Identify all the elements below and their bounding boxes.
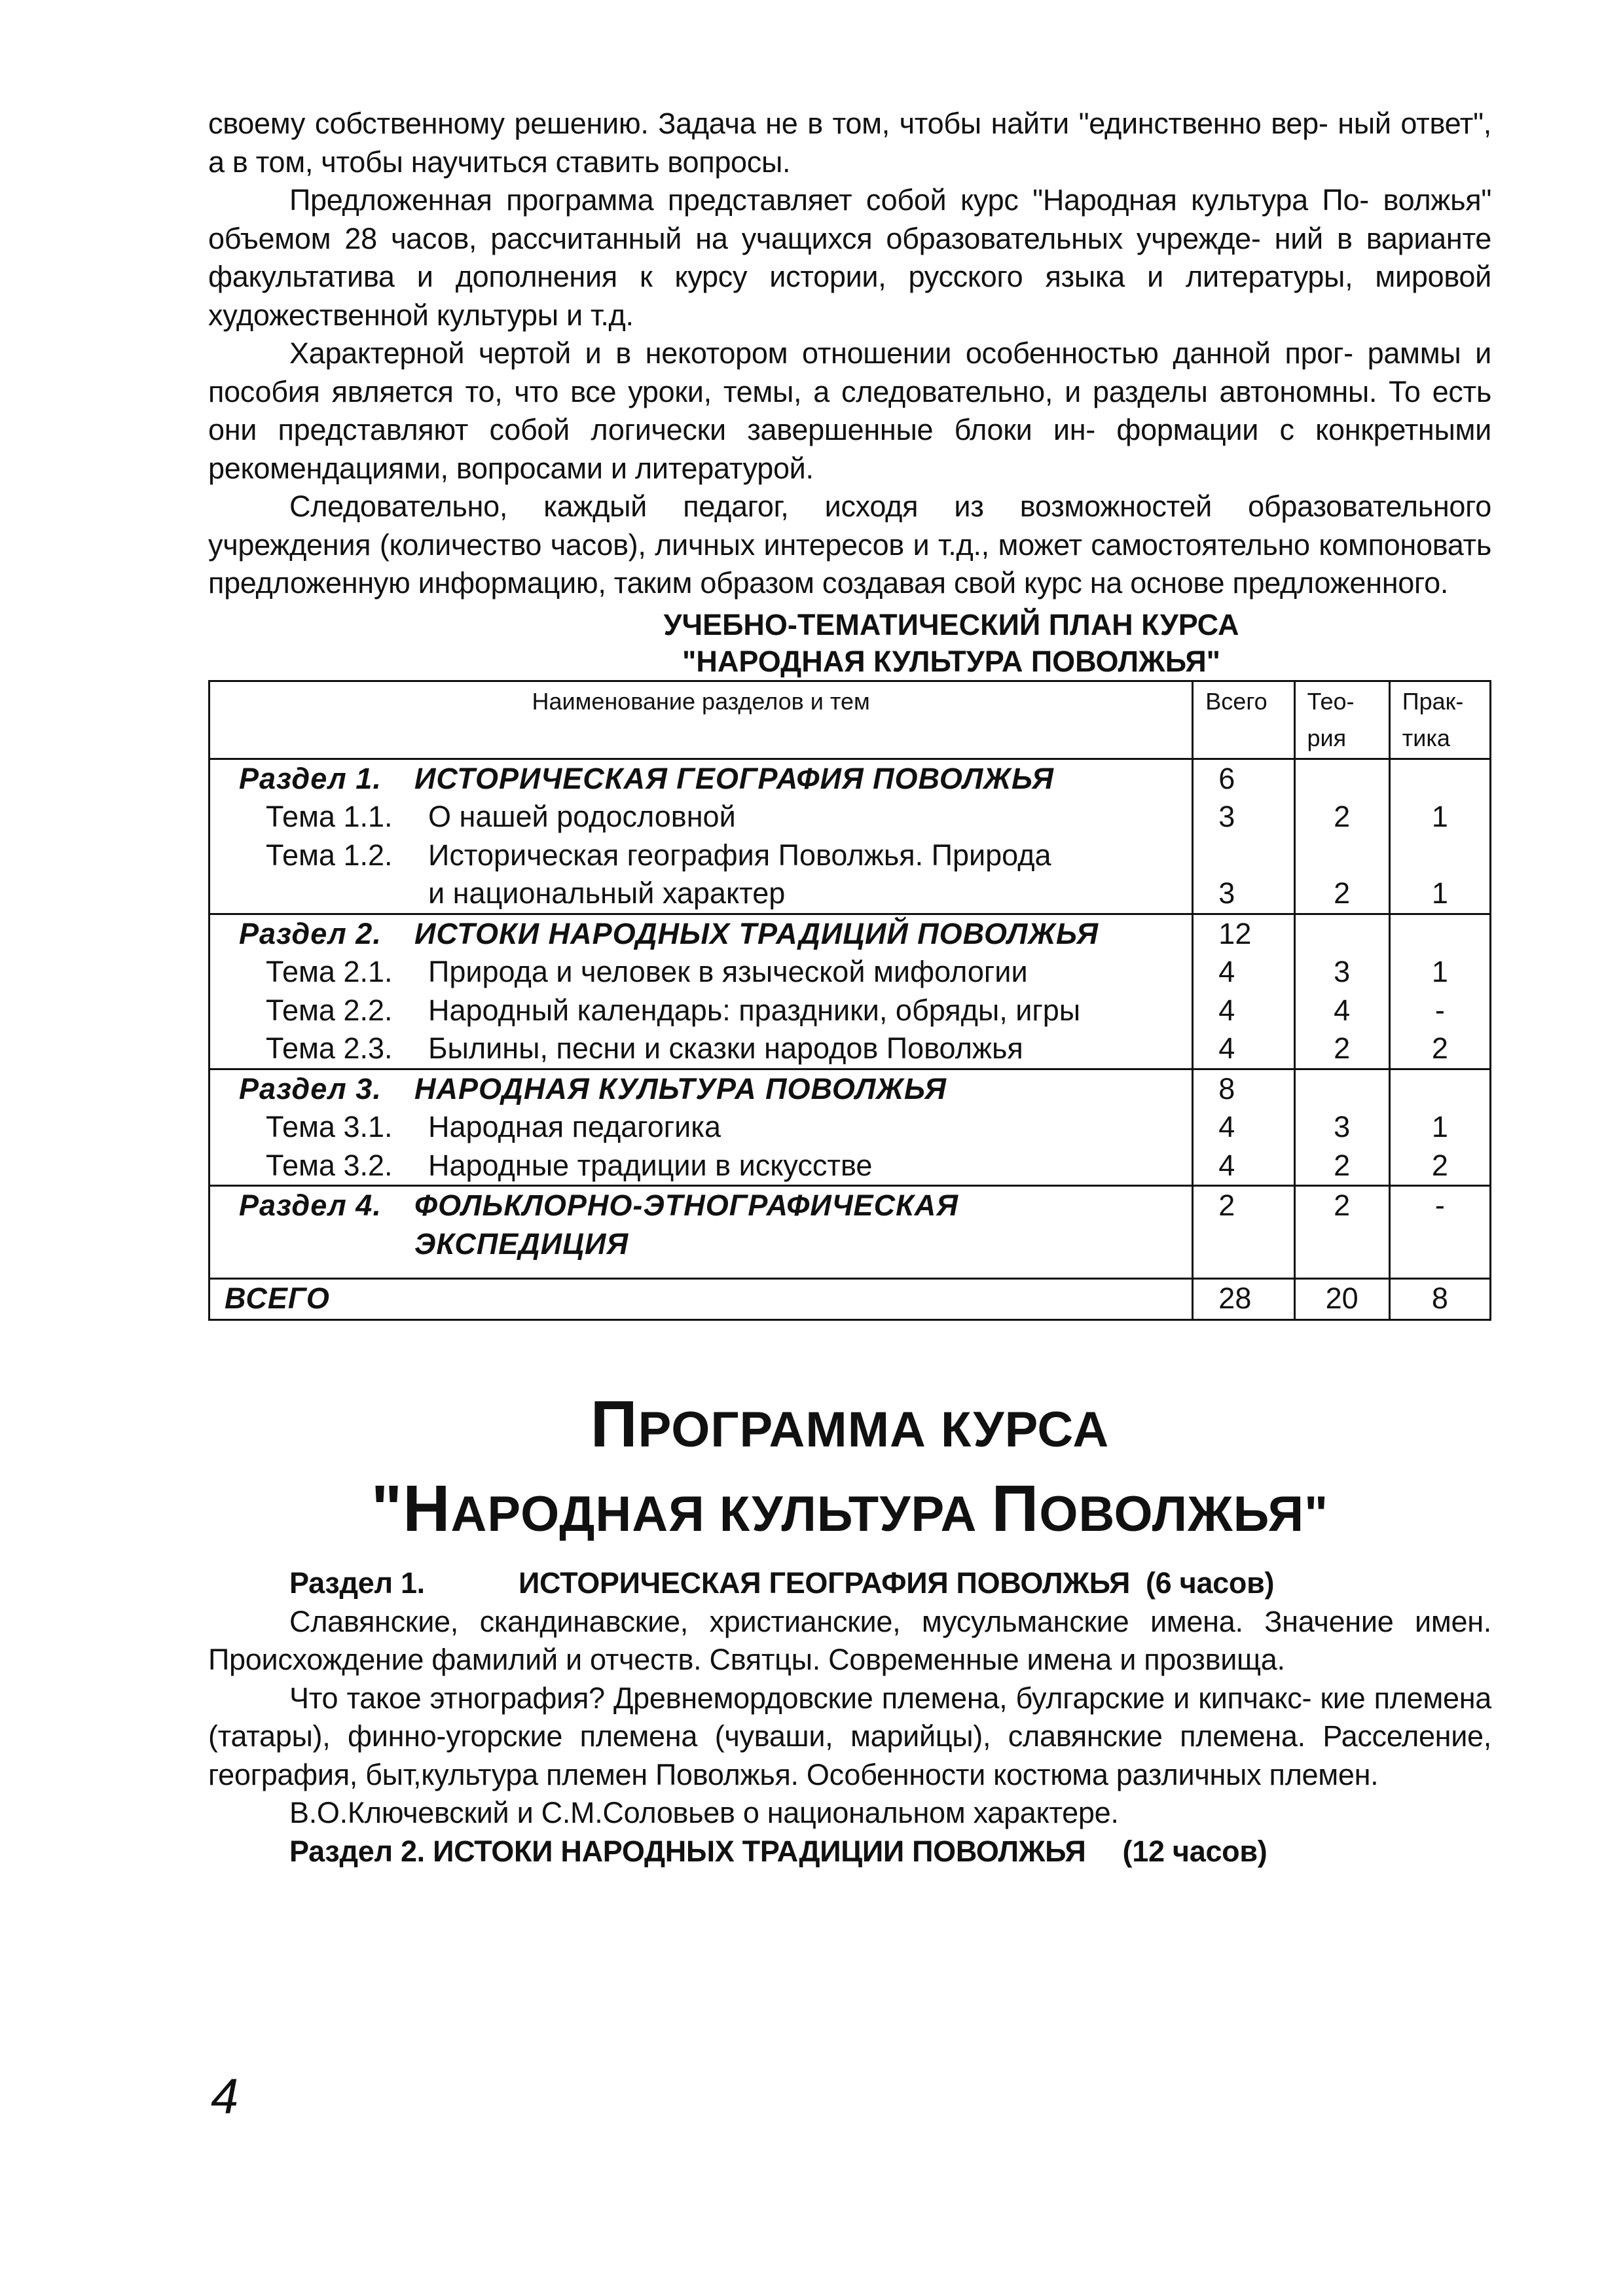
topic-practice: 1 xyxy=(1431,876,1448,910)
topic-practice: 1 xyxy=(1431,800,1448,833)
total-theory xyxy=(1294,1279,1389,1320)
header-practice-line-1: Прак- xyxy=(1402,687,1464,715)
topic-title: Природа и человек в языческой мифологии xyxy=(428,955,1028,988)
section-title: ФОЛЬКЛОРНО-ЭТНОГРАФИЧЕСКАЯ xyxy=(414,1189,959,1222)
section-total: 8 xyxy=(1218,1071,1235,1105)
topic-total: 4 xyxy=(1218,1031,1235,1065)
intro-paragraph-4: Следовательно, каждый педагог, исходя из возможностей образовательного учреждения (количество часов), личных интересов и т.д., может самостоятельно компоновать предложенную информацию, таким образом создавая свой курс на основе предложенного. xyxy=(208,490,1491,600)
spacer xyxy=(1296,836,1389,875)
topic-number: Тема 3.1. xyxy=(266,1110,393,1143)
program-title xyxy=(208,1385,1491,1554)
cell-theory xyxy=(1294,1069,1389,1186)
topic-title: Народная педагогика xyxy=(428,1110,721,1143)
table-row xyxy=(210,1186,1491,1279)
topic-number: Тема 2.3. xyxy=(266,1031,393,1065)
topic-practice: - xyxy=(1434,993,1445,1027)
topic-practice: 1 xyxy=(1431,955,1448,988)
cell-practice xyxy=(1389,759,1490,914)
section-theory xyxy=(1296,760,1389,798)
plan-title-line-1: УЧЕБНО-ТЕМАТИЧЕСКИЙ ПЛАН КУРСА xyxy=(663,607,1239,641)
topic-number: Тема 2.2. xyxy=(266,993,393,1027)
section-title-continued: ЭКСПЕДИЦИЯ xyxy=(414,1227,629,1261)
spacer xyxy=(1194,836,1293,875)
topic-total: 4 xyxy=(1218,1148,1235,1182)
topic-theory: 2 xyxy=(1334,876,1351,910)
program-paragraph-3: В.О.Ключевский и С.М.Соловьев о национальном характере. xyxy=(289,1796,1119,1829)
program-title-initial-3: П xyxy=(991,1472,1040,1545)
intro-text xyxy=(208,105,1491,603)
program-paragraph-1: Славянские, скандинавские, христианские, мусульманские имена. Значение имен. Происхождение фамилий и отчеств. Святцы. Современные имена и прозвища. xyxy=(208,1604,1491,1676)
cell-theory xyxy=(1294,759,1389,914)
topic-line xyxy=(210,1147,1192,1185)
topic-number: Тема 3.2. xyxy=(266,1148,393,1182)
topic-practice: 1 xyxy=(1431,1110,1448,1143)
topic-title: О нашей родословной xyxy=(428,800,736,833)
header-theory-line-1: Тео- xyxy=(1307,687,1355,715)
program-title-rest-3: ОВОЛЖЬЯ" xyxy=(1039,1486,1329,1542)
table-row xyxy=(210,759,1491,914)
topic-theory: 3 xyxy=(1334,1110,1351,1143)
section-number: Раздел 2. xyxy=(239,916,382,950)
spacer xyxy=(1391,1225,1489,1264)
program-paragraph-2: Что такое этнография? Древнемордовские племена, булгарские и кипчакс- кие племена (татары), финно-угорские племена (чуваши, марийцы), славянские племена. Расселение, география, быт,культура племен Поволжья. Особенности костюма различных племен. xyxy=(208,1681,1491,1791)
section-heading xyxy=(210,1187,1192,1225)
plan-title xyxy=(208,607,1491,680)
section-theory: 2 xyxy=(1334,1189,1351,1222)
plan-title-line-2: "НАРОДНАЯ КУЛЬТУРА ПОВОЛЖЬЯ" xyxy=(682,644,1220,678)
header-name: Наименование разделов и тем xyxy=(210,681,1193,759)
topic-theory: 3 xyxy=(1334,955,1351,988)
section-heading xyxy=(210,1070,1192,1109)
section-title: ИСТОРИЧЕСКАЯ ГЕОГРАФИЯ ПОВОЛЖЬЯ xyxy=(414,761,1054,795)
program-title-line-2 xyxy=(208,1469,1491,1554)
section-number: Раздел 3. xyxy=(239,1071,382,1105)
section-title: ИСТОКИ НАРОДНЫХ ТРАДИЦИЙ ПОВОЛЖЬЯ xyxy=(414,916,1099,950)
table-row xyxy=(210,914,1491,1069)
program-title-line-1 xyxy=(208,1385,1491,1469)
study-plan-table xyxy=(208,680,1491,1321)
topic-line xyxy=(210,1108,1192,1147)
topic-line xyxy=(210,992,1192,1030)
page xyxy=(208,105,1491,1871)
section-practice xyxy=(1391,1070,1489,1109)
topic-total: 3 xyxy=(1218,876,1235,910)
section-practice: - xyxy=(1434,1189,1445,1222)
topic-line xyxy=(210,798,1192,836)
program-section-1-title: ИСТОРИЧЕСКАЯ ГЕОГРАФИЯ ПОВОЛЖЬЯ xyxy=(519,1566,1130,1600)
topic-total: 3 xyxy=(1218,800,1235,833)
intro-paragraph-1: своему собственному решению. Задача не в том, чтобы найти "единственно вер- ный ответ", а в том, чтобы научиться ставить вопросы. xyxy=(208,107,1491,179)
cell-name xyxy=(210,1186,1193,1279)
section-theory xyxy=(1296,1070,1389,1109)
header-practice-line-2: тика xyxy=(1402,724,1450,751)
section-total: 12 xyxy=(1218,916,1252,950)
total-theory-value: 20 xyxy=(1325,1282,1359,1315)
header-total: Всего xyxy=(1193,681,1294,759)
cell-total xyxy=(1193,1069,1294,1186)
program-title-initial-1: П xyxy=(590,1388,638,1461)
cell-total xyxy=(1193,759,1294,914)
program-section-2-hours: (12 часов) xyxy=(1122,1834,1267,1868)
section-heading xyxy=(210,915,1192,954)
topic-total: 4 xyxy=(1218,955,1235,988)
header-theory-line-2: рия xyxy=(1307,724,1347,751)
topic-practice: 2 xyxy=(1431,1031,1448,1065)
topic-number: Тема 2.1. xyxy=(266,955,393,988)
intro-paragraph-3: Характерной чертой и в некотором отношении особенностью данной прог- раммы и пособия является то, что все уроки, темы, а следовательно, и разделы автономны. То есть они представляют собой логически завершенные блоки ин- формации с конкретными рекомендациями, вопросами и литературой. xyxy=(208,336,1491,485)
topic-theory: 2 xyxy=(1334,1031,1351,1065)
topic-line xyxy=(210,836,1192,875)
section-total: 6 xyxy=(1218,761,1235,795)
section-number: Раздел 4. xyxy=(239,1189,382,1222)
spacer xyxy=(1391,836,1489,875)
program-section-1-heading xyxy=(208,1564,1491,1603)
header-theory xyxy=(1294,681,1389,759)
total-total-value: 28 xyxy=(1218,1282,1252,1315)
program-section-2-heading xyxy=(208,1833,1491,1871)
topic-title: Народные традиции в искусстве xyxy=(428,1148,873,1182)
cell-theory xyxy=(1294,914,1389,1069)
topic-line xyxy=(210,1030,1192,1068)
topic-number: Тема 1.2. xyxy=(266,838,393,872)
cell-name xyxy=(210,759,1193,914)
topic-theory: 2 xyxy=(1334,800,1351,833)
cell-total xyxy=(1193,914,1294,1069)
topic-total: 4 xyxy=(1218,993,1235,1027)
section-practice xyxy=(1391,915,1489,954)
section-heading xyxy=(210,760,1192,798)
section-number: Раздел 1. xyxy=(239,761,382,795)
intro-paragraph-2: Предложенная программа представляет собой курс "Народная культура По- волжья" объемом 28 часов, рассчитанный на учащихся образовательных учрежде- ний в варианте факультатива и дополнения к курсу истории, русского языка и литературы, мировой художественной культуры и т.д. xyxy=(208,183,1491,332)
program-title-rest-1: РОГРАММА КУРСА xyxy=(638,1402,1110,1458)
spacer xyxy=(1296,1225,1389,1264)
cell-practice xyxy=(1389,1069,1490,1186)
cell-name xyxy=(210,914,1193,1069)
program-section-2-title: Раздел 2. ИСТОКИ НАРОДНЫХ ТРАДИЦИИ ПОВОЛЖЬЯ xyxy=(289,1834,1086,1868)
topic-practice: 2 xyxy=(1431,1148,1448,1182)
section-total: 2 xyxy=(1218,1189,1235,1222)
section-title: НАРОДНАЯ КУЛЬТУРА ПОВОЛЖЬЯ xyxy=(414,1071,947,1105)
program-section-1-hours: (6 часов) xyxy=(1146,1566,1275,1600)
cell-theory xyxy=(1294,1186,1389,1279)
cell-practice xyxy=(1389,1186,1490,1279)
topic-total: 4 xyxy=(1218,1110,1235,1143)
program-section-1-num: Раздел 1. xyxy=(289,1566,425,1600)
spacer xyxy=(1194,1225,1293,1264)
topic-title: Былины, песни и сказки народов Поволжья xyxy=(428,1031,1023,1065)
table-total-row xyxy=(210,1279,1491,1320)
program-title-rest-2: АРОДНАЯ КУЛЬТУРА xyxy=(450,1486,992,1542)
topic-line xyxy=(210,953,1192,992)
table-body xyxy=(210,759,1491,1279)
topic-theory: 4 xyxy=(1334,993,1351,1027)
topic-theory: 2 xyxy=(1334,1148,1351,1182)
cell-name xyxy=(210,1069,1193,1186)
total-label: ВСЕГО xyxy=(210,1279,1193,1320)
cell-practice xyxy=(1389,914,1490,1069)
header-practice xyxy=(1389,681,1490,759)
total-practice-value: 8 xyxy=(1431,1282,1448,1315)
cell-total xyxy=(1193,1186,1294,1279)
program-title-quote: " xyxy=(371,1472,403,1545)
total-practice xyxy=(1389,1279,1490,1320)
section-practice xyxy=(1391,760,1489,798)
program-title-initial-2: Н xyxy=(403,1472,451,1545)
table-row xyxy=(210,1069,1491,1186)
topic-title: Народный календарь: праздники, обряды, игры xyxy=(428,993,1081,1027)
topic-title: Историческая география Поволжья. Природа xyxy=(428,838,1051,872)
total-total xyxy=(1193,1279,1294,1320)
table-header-row xyxy=(210,681,1491,759)
topic-number: Тема 1.1. xyxy=(266,800,393,833)
topic-title-continued: и национальный характер xyxy=(428,876,786,910)
program-body xyxy=(208,1564,1491,1871)
page-number: 4 xyxy=(211,2069,239,2125)
section-theory xyxy=(1296,915,1389,954)
